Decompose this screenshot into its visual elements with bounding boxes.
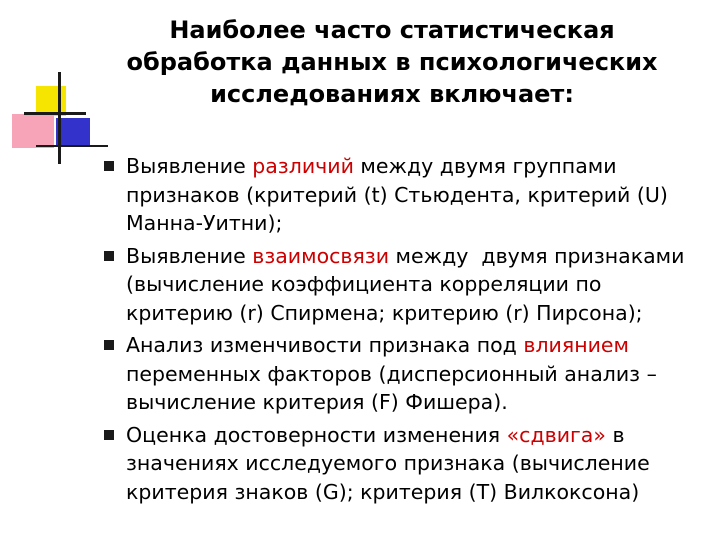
bullet-text: в xyxy=(605,422,625,447)
bullet-text: Анализ изменчивости признака под xyxy=(126,333,524,357)
bullet-text: между двумя признаками xyxy=(389,243,685,268)
square-bullet-icon xyxy=(104,430,114,440)
pink-square-shape xyxy=(12,114,54,148)
highlighted-term: различий xyxy=(252,154,354,178)
bullet-line-1 xyxy=(126,421,700,450)
bullet-text: Оценка достоверности изменения xyxy=(126,422,507,447)
bullet-text: Выявление xyxy=(126,243,253,268)
title-line-3: исследованиях включает: xyxy=(210,80,574,108)
slide-title xyxy=(92,14,692,110)
square-bullet-icon xyxy=(104,340,114,350)
bullet-line-3: критерия знаков (G); критерия (T) Вилкоксона) xyxy=(126,479,640,504)
highlighted-term: «сдвига» xyxy=(506,422,606,447)
highlighted-term: влиянием xyxy=(523,333,630,357)
bullet-line-3: критерию (r) Спирмена; критерию (r) Пирсона); xyxy=(126,300,643,325)
blue-square-shape xyxy=(56,118,90,146)
list-item xyxy=(104,331,700,417)
highlighted-term: взаимосвязи xyxy=(252,243,390,268)
square-bullet-icon xyxy=(104,161,114,171)
list-item xyxy=(104,242,700,328)
bullet-line-2: переменных факторов (дисперсионный анализ – xyxy=(126,361,657,386)
bullet-line-1 xyxy=(126,331,700,360)
bullet-text: Выявление xyxy=(126,154,253,178)
horizontal-line-shape xyxy=(24,112,86,115)
bullet-line-2: признаков (критерий (t) Стьюдента, критерий (U) xyxy=(126,182,668,207)
vertical-line-shape xyxy=(58,72,61,164)
bullet-line-3: Манна-Уитни); xyxy=(126,211,283,235)
bullet-line-2: значениях исследуемого признака (вычисление xyxy=(126,451,650,475)
bullet-line-1 xyxy=(126,152,700,181)
bullet-list xyxy=(104,152,700,510)
bullet-line-3: вычисление критерия (F) Фишера). xyxy=(126,390,508,414)
bullet-line-2: (вычисление коэффициента корреляции по xyxy=(126,272,602,296)
bullet-line-1 xyxy=(126,242,700,271)
horizontal-line-shape-2 xyxy=(36,145,108,147)
title-line-1: Наиболее часто статистическая xyxy=(169,16,615,44)
list-item xyxy=(104,421,700,507)
list-item xyxy=(104,152,700,238)
title-line-2: обработка данных в психологических xyxy=(126,48,658,76)
square-bullet-icon xyxy=(104,251,114,261)
bullet-text: между двумя группами xyxy=(353,154,617,178)
